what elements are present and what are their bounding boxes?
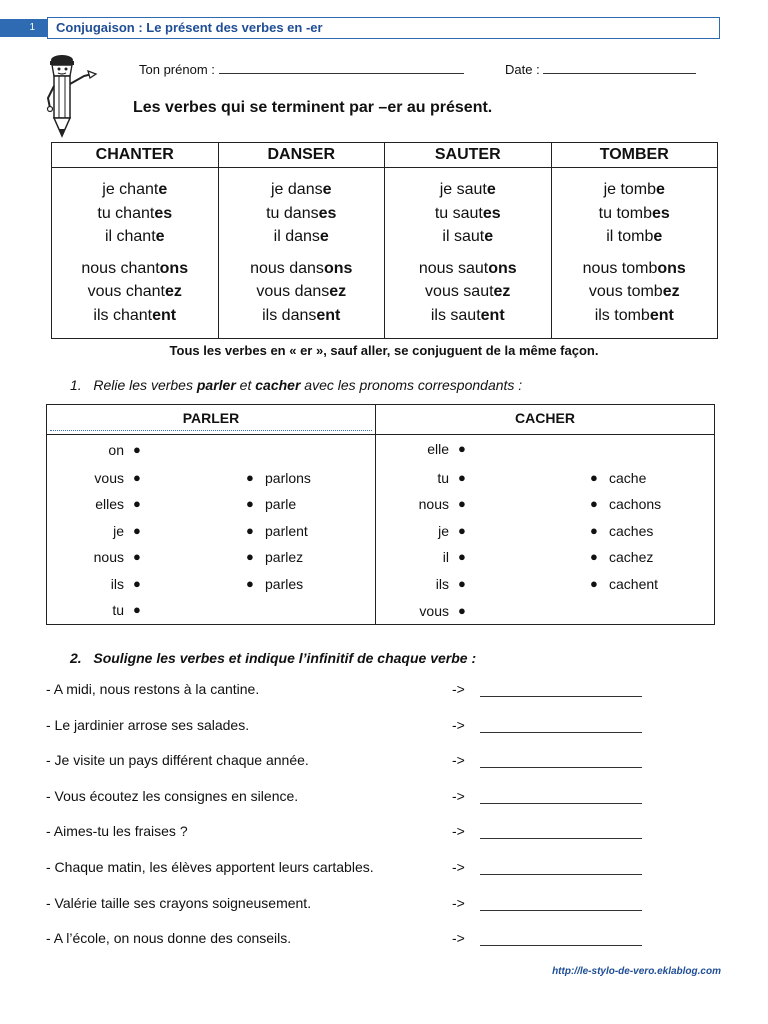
exercise-2-number: 2. — [70, 650, 82, 666]
stem: ils tomb — [594, 306, 650, 324]
answer-blank-line[interactable] — [480, 696, 642, 697]
bullet-dot-icon[interactable]: ● — [133, 549, 141, 564]
stem: ils chant — [93, 306, 153, 324]
bullet-dot-icon[interactable]: ● — [133, 602, 141, 617]
ending: ons — [159, 259, 189, 277]
stem: je saut — [439, 181, 487, 198]
arrow-label: -> — [452, 859, 465, 875]
stem: vous chant — [87, 283, 165, 300]
bullet-dot-icon[interactable]: ● — [458, 523, 466, 538]
conjugation-line — [52, 225, 218, 249]
ending: es — [652, 204, 670, 222]
stem: tu dans — [266, 204, 319, 222]
bullet-dot-icon[interactable]: ● — [133, 576, 141, 591]
conjugation-line — [385, 304, 551, 328]
parler-pronoun: on — [108, 442, 124, 458]
verb-header: CHANTER — [52, 143, 219, 168]
bullet-dot-icon[interactable]: ● — [590, 496, 598, 511]
exercise-sentence: - Le jardinier arrose ses salades. — [46, 717, 250, 733]
ending: e — [322, 181, 332, 198]
ending: e — [155, 228, 165, 245]
singular-forms — [52, 168, 218, 249]
ending: es — [318, 204, 337, 222]
answer-blank-line[interactable] — [480, 803, 642, 804]
stem: nous dans — [250, 259, 324, 277]
parler-form: parles — [265, 576, 304, 592]
conjugation-line — [52, 304, 218, 328]
ending: ons — [323, 259, 353, 277]
parler-pronoun: elles — [95, 496, 124, 512]
ending: ez — [164, 283, 182, 300]
answer-blank-line[interactable] — [480, 910, 642, 911]
bullet-dot-icon[interactable]: ● — [590, 576, 598, 591]
name-label: Ton prénom : — [139, 62, 215, 77]
stem: vous dans — [256, 283, 330, 300]
instruction-text: et — [235, 377, 256, 393]
bullet-dot-icon[interactable]: ● — [590, 470, 598, 485]
exercise-1-instruction — [70, 377, 522, 393]
arrow-label: -> — [452, 895, 465, 911]
cacher-pronoun: tu — [437, 470, 449, 486]
singular-forms — [219, 168, 385, 249]
conjugation-line — [385, 280, 551, 304]
ending: ons — [657, 259, 686, 277]
cacher-form: cachent — [609, 576, 659, 592]
conjugation-cell — [52, 168, 219, 339]
page-number: 1 — [0, 19, 47, 37]
page-header-title: Conjugaison : Le présent des verbes en -er — [47, 17, 720, 39]
matching-column-divider — [375, 404, 376, 625]
verb-header: DANSER — [218, 143, 385, 168]
exercise-sentence: - Je visite un pays différent chaque année. — [46, 752, 309, 768]
bullet-dot-icon[interactable]: ● — [246, 523, 254, 538]
dotted-rule — [50, 430, 372, 431]
stem: il tomb — [606, 228, 654, 245]
parler-form: parle — [265, 496, 297, 512]
conjugation-line — [52, 257, 218, 281]
stem: il dans — [273, 228, 320, 245]
stem: tu chant — [97, 204, 155, 222]
parler-form: parlons — [265, 470, 311, 486]
parler-pronoun: je — [113, 523, 124, 539]
bullet-dot-icon[interactable]: ● — [458, 496, 466, 511]
cacher-form: caches — [609, 523, 654, 539]
conjugation-line — [552, 304, 718, 328]
exercise-sentence: - A l’école, on nous donne des conseils. — [46, 930, 292, 946]
ending: ent — [480, 306, 505, 324]
ending: es — [154, 204, 173, 222]
instruction-verb: parler — [196, 377, 236, 393]
cacher-pronoun: ils — [435, 576, 449, 592]
bullet-dot-icon[interactable]: ● — [458, 549, 466, 564]
bullet-dot-icon[interactable]: ● — [246, 470, 254, 485]
arrow-label: -> — [452, 788, 465, 804]
pencil-mascot-icon — [40, 52, 98, 138]
exercise-sentence: - Chaque matin, les élèves apportent leurs cartables. — [46, 859, 374, 875]
ending: e — [653, 228, 663, 245]
ending: ent — [152, 306, 177, 324]
stem: je dans — [271, 181, 323, 198]
conjugation-cell — [218, 168, 385, 339]
arrow-label: -> — [452, 752, 465, 768]
conjugation-line — [219, 225, 385, 249]
ending: ons — [488, 259, 517, 277]
instruction-text: Souligne les verbes et indique l’infinitif de chaque verbe : — [93, 650, 477, 666]
bullet-dot-icon[interactable]: ● — [246, 496, 254, 511]
bullet-dot-icon[interactable]: ● — [133, 496, 141, 511]
conjugation-line — [52, 178, 218, 202]
conjugation-table — [51, 142, 718, 339]
ending: ent — [649, 306, 674, 324]
conjugation-line — [52, 202, 218, 226]
bullet-dot-icon[interactable]: ● — [458, 603, 466, 618]
conjugation-cell — [385, 168, 552, 339]
stem: nous chant — [81, 259, 160, 277]
ending: e — [158, 181, 168, 198]
instruction-text: Relie les verbes — [93, 377, 197, 393]
name-field — [139, 61, 464, 77]
parler-pronoun: vous — [94, 470, 124, 486]
cacher-column-heading: CACHER — [515, 410, 575, 426]
answer-blank-line[interactable] — [480, 945, 642, 946]
arrow-label: -> — [452, 823, 465, 839]
conjugation-line — [552, 202, 718, 226]
stem: ils dans — [262, 306, 317, 324]
date-field — [505, 61, 696, 77]
bullet-dot-icon[interactable]: ● — [133, 523, 141, 538]
conjugation-line — [385, 257, 551, 281]
stem: vous saut — [425, 283, 494, 300]
ending: e — [319, 228, 329, 245]
conjugation-line — [219, 280, 385, 304]
conjugation-line — [552, 257, 718, 281]
conjugation-body-row — [52, 168, 718, 339]
arrow-label: -> — [452, 681, 465, 697]
plural-forms — [219, 249, 385, 328]
cacher-pronoun: vous — [419, 603, 449, 619]
exercise-sentence: - Valérie taille ses crayons soigneusement. — [46, 895, 312, 911]
bullet-dot-icon[interactable]: ● — [458, 441, 466, 456]
bullet-dot-icon[interactable]: ● — [246, 549, 254, 564]
stem: nous tomb — [582, 259, 658, 277]
answer-blank-line[interactable] — [480, 838, 642, 839]
conjugation-line — [385, 225, 551, 249]
conjugation-line — [385, 178, 551, 202]
exercise-sentence: - Vous écoutez les consignes en silence. — [46, 788, 299, 804]
date-label: Date : — [505, 62, 540, 77]
cacher-pronoun: elle — [427, 441, 449, 457]
stem: tu saut — [434, 204, 483, 222]
conjugation-line — [219, 304, 385, 328]
parler-pronoun: ils — [110, 576, 124, 592]
conjugation-header-row — [52, 143, 718, 168]
conjugation-line — [552, 225, 718, 249]
exercise-1-number: 1. — [70, 377, 82, 393]
footer-link[interactable]: http://le-stylo-de-vero.eklablog.com — [552, 966, 721, 977]
conjugation-line — [219, 178, 385, 202]
ending: ez — [329, 283, 347, 300]
bullet-dot-icon[interactable]: ● — [590, 549, 598, 564]
rule-note: Tous les verbes en « er », sauf aller, se conjuguent de la même façon. — [169, 343, 599, 358]
exercise-sentence: - A midi, nous restons à la cantine. — [46, 681, 260, 697]
exercise-sentence: - Aimes-tu les fraises ? — [46, 823, 188, 839]
ending: e — [486, 181, 496, 198]
singular-forms — [552, 168, 718, 249]
instruction-verb: cacher — [255, 377, 301, 393]
bullet-dot-icon[interactable]: ● — [590, 523, 598, 538]
arrow-label: -> — [452, 930, 465, 946]
stem: je chant — [102, 181, 159, 198]
stem: il saut — [442, 228, 485, 245]
ending: e — [656, 181, 665, 198]
plural-forms — [52, 249, 218, 328]
cacher-form: cachons — [609, 496, 662, 512]
ending: e — [484, 228, 494, 245]
date-blank-line[interactable] — [543, 61, 696, 74]
cacher-form: cachez — [609, 549, 654, 565]
ending: ez — [493, 283, 511, 300]
answer-blank-line[interactable] — [480, 874, 642, 875]
conjugation-cell — [551, 168, 718, 339]
ending: ez — [662, 283, 680, 300]
stem: il chant — [104, 228, 156, 245]
answer-blank-line[interactable] — [480, 767, 642, 768]
answer-blank-line[interactable] — [480, 732, 642, 733]
conjugation-line — [385, 202, 551, 226]
matching-header-divider — [47, 434, 714, 435]
verb-header: TOMBER — [551, 143, 718, 168]
bullet-dot-icon[interactable]: ● — [458, 470, 466, 485]
stem: vous tomb — [588, 283, 663, 300]
instruction-text: avec les pronoms correspondants : — [300, 377, 523, 393]
bullet-dot-icon[interactable]: ● — [458, 576, 466, 591]
conjugation-line — [219, 257, 385, 281]
cacher-pronoun: il — [442, 549, 449, 565]
main-title: Les verbes qui se terminent par –er au présent. — [133, 99, 493, 116]
conjugation-line — [552, 178, 718, 202]
ending: ent — [316, 306, 341, 324]
stem: je tomb — [603, 181, 657, 198]
exercise-2-instruction — [70, 650, 476, 666]
conjugation-line — [219, 202, 385, 226]
stem: nous saut — [418, 259, 489, 277]
plural-forms — [385, 249, 551, 328]
parler-pronoun: nous — [93, 549, 124, 565]
plural-forms — [552, 249, 718, 328]
conjugation-line — [552, 280, 718, 304]
cacher-form: cache — [609, 470, 647, 486]
stem: ils saut — [430, 306, 481, 324]
parler-form: parlez — [265, 549, 304, 565]
bullet-dot-icon[interactable]: ● — [133, 442, 141, 457]
bullet-dot-icon[interactable]: ● — [133, 470, 141, 485]
verb-header: SAUTER — [385, 143, 552, 168]
parler-form: parlent — [265, 523, 308, 539]
name-blank-line[interactable] — [219, 61, 464, 74]
bullet-dot-icon[interactable]: ● — [246, 576, 254, 591]
ending: es — [482, 204, 501, 222]
conjugation-line — [52, 280, 218, 304]
parler-column-heading: PARLER — [182, 410, 240, 426]
stem: tu tomb — [598, 204, 653, 222]
arrow-label: -> — [452, 717, 465, 733]
cacher-pronoun: nous — [418, 496, 449, 512]
parler-pronoun: tu — [112, 602, 124, 618]
cacher-pronoun: je — [438, 523, 449, 539]
singular-forms — [385, 168, 551, 249]
